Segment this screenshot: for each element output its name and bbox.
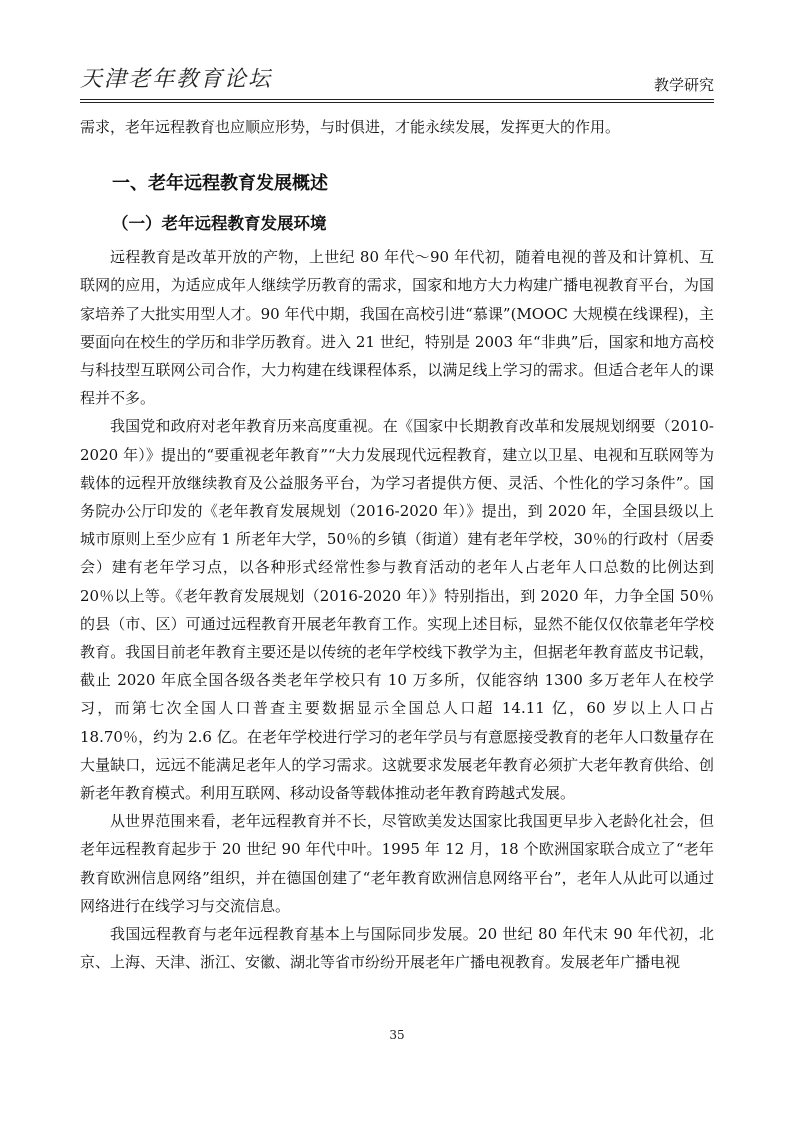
paragraph: 远程教育是改革开放的产物，上世纪 80 年代～90 年代初，随着电视的普及和计算机、互联网的应用，为适应成年人继续学历教育的需求，国家和地方大力构建广播电视教育平台，为国家培养了大批实用型人才。90 年代中期，我国在高校引进“慕课”(MOOC 大规模在线课程)，主要面向在校生的学历和非学历教育。进入 21 世纪，特别是 2003 年“非典”后，国家和地方高校与科技型互联网公司合作，大力构建在线课程体系，以满足线上学习的需求。但适合老年人的课程并不多。 <box>80 248 714 408</box>
subsection-heading: （一）老年远程教育发展环境 <box>112 214 327 234</box>
section-heading: 一、老年远程教育发展概述 <box>112 173 328 195</box>
journal-logo: 天津老年教育论坛 <box>80 67 273 92</box>
page-number: 35 <box>389 1028 405 1042</box>
paragraph: 从世界范围来看，老年远程教育并不长，尽管欧美发达国家比我国更早步入老龄化社会，但老年远程教育起步于 20 世纪 90 年代中叶。1995 年 12 月，18 个欧洲国家联合成立了“老年教育欧洲信息网络”组织，并在德国创建了“老年教育欧洲信息网络平台”，老年人从此可以通过网络进行在线学习与交流信息。 <box>80 812 714 915</box>
page-header <box>80 58 714 98</box>
header-rule-thin <box>80 102 714 103</box>
section-label: 教学研究 <box>653 76 714 94</box>
header-rule-thick <box>80 99 714 100</box>
article-body <box>80 113 714 976</box>
opening-paragraph: 需求，老年远程教育也应顺应形势，与时俱进，才能永续发展，发挥更大的作用。 <box>80 118 621 136</box>
paragraph: 我国远程教育与老年远程教育基本上与国际同步发展。20 世纪 80 年代末 90 年代初，北京、上海、天津、浙江、安徽、湖北等省市纷纷开展老年广播电视教育。发展老年广播电视 <box>80 925 714 972</box>
paragraph: 我国党和政府对老年教育历来高度重视。在《国家中长期教育改革和发展规划纲要（2010-2020 年）》提出的“要重视老年教育”“大力发展现代远程教育，建立以卫星、电视和互联网等为载体的远程开放继续教育及公益服务平台，为学习者提供方便、灵活、个性化的学习条件”。国务院办公厅印发的《老年教育发展规划（2016-2020 年）》提出，到 2020 年，全国县级以上城市原则上至少应有 1 所老年大学，50％的乡镇（街道）建有老年学校，30％的行政村（居委会）建有老年学习点，以各种形式经常性参与教育活动的老年人占老年人口总数的比例达到 20％以上等。《老年教育发展规划（2016-2020 年）》特别指出，到 2020 年，力争全国 50％的县（市、区）可通过远程教育开展老年教育工作。实现上述目标，显然不能仅仅依靠老年学校教育。我国目前老年教育主要还是以传统的老年学校线下教学为主，但据老年教育蓝皮书记载，截止 2020 年底全国各级各类老年学校只有 10 万多所，仅能容纳 1300 多万老年人在校学习，而第七次全国人口普查主要数据显示全国总人口超 14.11 亿，60 岁以上人口占 18.70％，约为 2.6 亿。在老年学校进行学习的老年学员与有意愿接受教育的老年人口数量存在大量缺口，远远不能满足老年人的学习需求。这就要求发展老年教育必须扩大老年教育供给、创新老年教育模式。利用互联网、移动设备等载体推动老年教育跨越式发展。 <box>80 417 714 803</box>
